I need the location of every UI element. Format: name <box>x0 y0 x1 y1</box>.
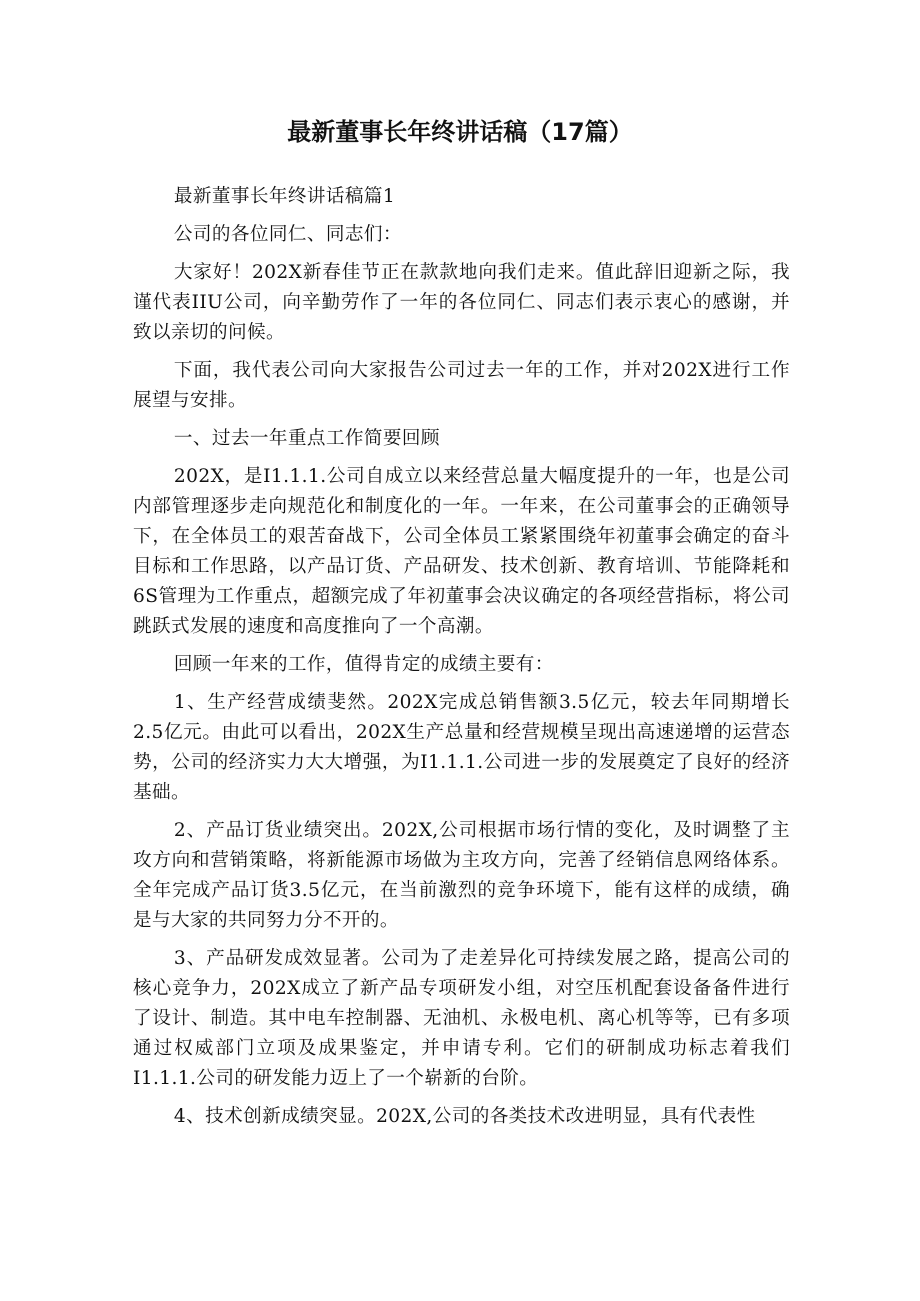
paragraph: 大家好！202X新春佳节正在款款地向我们走来。值此辞旧迎新之际，我谨代表IIU公司，向辛勤劳作了一年的各位同仁、同志们表示衷心的感谢，并致以亲切的问候。 <box>133 262 790 343</box>
list-item: 1、生产经营成绩斐然。202X完成总销售额3.5亿元，较去年同期增长2.5亿元。由此可以看出，202X生产总量和经营规模呈现出高速递增的运营态势，公司的经济实力大大增强，为I1.1.1.公司进一步的发展奠定了良好的经济基础。 <box>133 692 790 803</box>
list-item: 2、产品订货业绩突出。202X,公司根据市场行情的变化，及时调整了主攻方向和营销策略，将新能源市场做为主攻方向，完善了经销信息网络体系。全年完成产品订货3.5亿元，在当前激烈的竞争环境下，能有这样的成绩，确是与大家的共同努力分不开的。 <box>133 820 790 931</box>
document-body <box>133 182 790 1140</box>
paragraph: 202X，是I1.1.1.公司自成立以来经营总量大幅度提升的一年，也是公司内部管理逐步走向规范化和制度化的一年。一年来，在公司董事会的正确领导下，在全体员工的艰苦奋战下，公司全体员工紧紧围绕年初董事会确定的奋斗目标和工作思路，以产品订货、产品研发、技术创新、教育培训、节能降耗和6S管理为工作重点，超额完成了年初董事会决议确定的各项经营指标，将公司跳跃式发展的速度和高度推向了一个高潮。 <box>133 466 790 637</box>
salutation: 公司的各位同仁、同志们： <box>173 224 402 245</box>
section-heading: 最新董事长年终讲话稿篇1 <box>173 186 396 207</box>
list-item: 4、技术创新成绩突显。202X,公司的各类技术改进明显，具有代表性 <box>173 1106 756 1127</box>
paragraph: 回顾一年来的工作，值得肯定的成绩主要有： <box>173 654 554 675</box>
list-item: 3、产品研发成效显著。公司为了走差异化可持续发展之路，提高公司的核心竞争力，202X成立了新产品专项研发小组，对空压机配套设备备件进行了设计、制造。其中电车控制器、无油机、永极电机、离心机等等，已有多项通过权威部门立项及成果鉴定，并申请专利。它们的研制成功标志着我们I1.1.1.公司的研发能力迈上了一个崭新的台阶。 <box>133 948 790 1089</box>
subheading: 一、过去一年重点工作简要回顾 <box>173 428 440 449</box>
paragraph: 下面，我代表公司向大家报告公司过去一年的工作，并对202X进行工作展望与安排。 <box>133 360 790 411</box>
document-title: 最新董事长年终讲话稿（17篇） <box>287 118 633 146</box>
